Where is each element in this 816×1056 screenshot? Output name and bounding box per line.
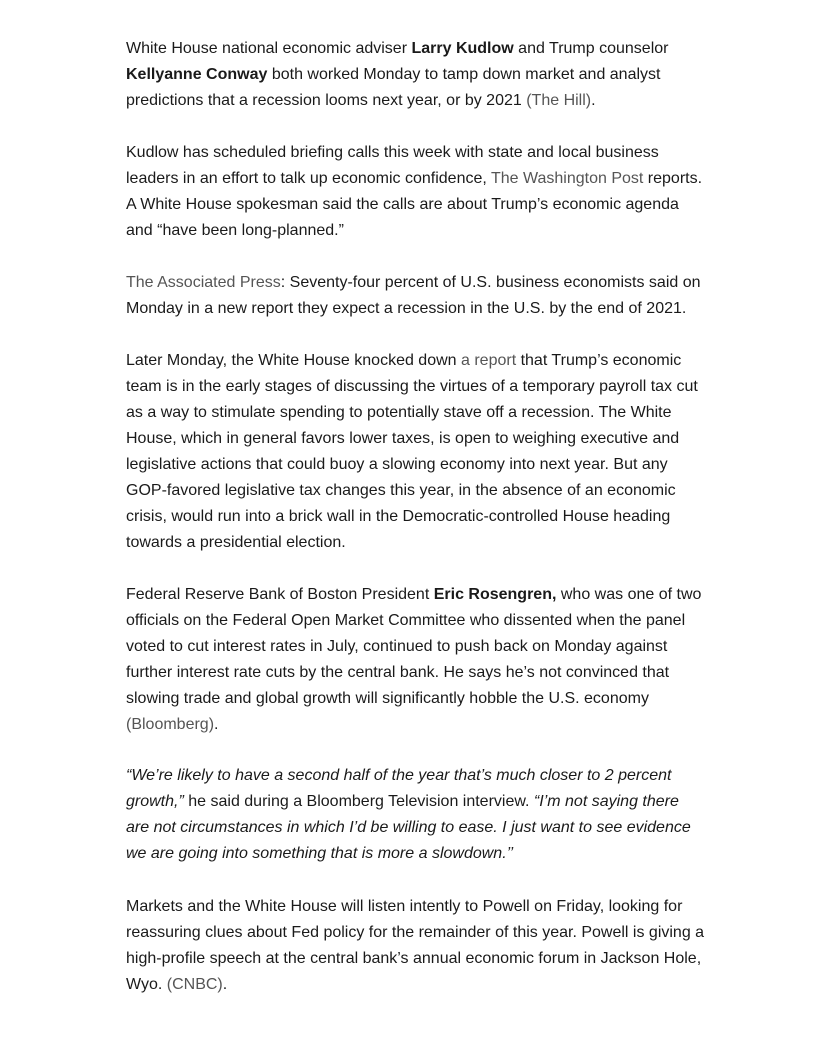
text-segment: Federal Reserve Bank of Boston President (126, 586, 434, 603)
source-link-cnbc[interactable]: (CNBC) (166, 976, 223, 993)
source-link-associated-press[interactable]: The Associated Press (126, 274, 281, 291)
text-segment: Later Monday, the White House knocked down (126, 352, 461, 369)
text-segment: that Trump’s economic team is in the early stages of discussing the virtues of a temporary payroll tax cut as a way to stimulate spending to potentially stave off a recession. The White House, which in general favors lower taxes, is open to weighing executive and legislative actions that could buoy a slowing economy into next year. But any GOP-favored legislative tax changes this year, in the absence of an economic crisis, would run into a brick wall in the Democratic-controlled House heading towards a presidential election. (126, 352, 698, 551)
person-name-larry-kudlow: Larry Kudlow (411, 40, 514, 57)
paragraph-ap-survey (126, 270, 706, 322)
paragraph-briefing-calls (126, 140, 706, 244)
source-link-a-report[interactable]: a report (461, 352, 517, 369)
paragraph-rosengren-quote (126, 763, 706, 867)
paragraph-payroll-tax (126, 348, 706, 556)
text-segment: he said during a Bloomberg Television interview. (183, 793, 534, 810)
text-segment: . (214, 716, 219, 733)
text-segment: who was one of two officials on the Federal Open Market Committee who dissented when the panel voted to cut interest rates in July, continued to push back on Monday against further interest rate cuts by the central bank. He says he’s not convinced that slowing trade and global growth will significantly hobble the U.S. economy (126, 586, 702, 707)
text-segment: Kudlow has scheduled briefing calls this week with state and local business leaders in an effort to talk up economic confidence, (126, 144, 659, 187)
quote-text: “I’m not saying there are not circumstances in which I’d be willing to ease. I just want to see evidence we are going into something that is more a slowdown.’’ (126, 793, 691, 862)
source-link-washington-post[interactable]: The Washington Post (490, 170, 644, 187)
text-segment: . (591, 92, 596, 109)
quote-text: “We’re likely to have a second half of the year that’s much closer to 2 percent growth,” (126, 767, 672, 810)
person-name-kellyanne-conway: Kellyanne Conway (126, 66, 268, 83)
paragraph-kudlow-conway (126, 36, 706, 114)
text-segment: reports. A White House spokesman said the calls are about Trump’s economic agenda and “have been long-planned.” (126, 170, 703, 239)
paragraph-powell-jackson-hole (126, 894, 706, 998)
text-segment: both worked Monday to tamp down market and analyst predictions that a recession looms next year, or by 2021 (126, 66, 661, 109)
person-name-eric-rosengren: Eric Rosengren, (433, 586, 557, 603)
text-segment: : Seventy-four percent of U.S. business economists said on Monday in a new report they expect a recession in the U.S. by the end of 2021. (126, 274, 701, 317)
text-segment: White House national economic adviser (126, 40, 412, 57)
article-body (126, 36, 706, 1024)
source-link-bloomberg[interactable]: (Bloomberg) (126, 716, 215, 733)
text-segment: and Trump counselor (513, 40, 669, 57)
source-link-the-hill[interactable]: (The Hill) (526, 92, 592, 109)
paragraph-rosengren (126, 582, 706, 738)
text-segment: . (222, 976, 228, 993)
text-segment: Markets and the White House will listen intently to Powell on Friday, looking for reassuring clues about Fed policy for the remainder of this year. Powell is giving a high-profile speech at the central bank’s annual economic forum in Jackson Hole, Wyo. (126, 898, 705, 993)
